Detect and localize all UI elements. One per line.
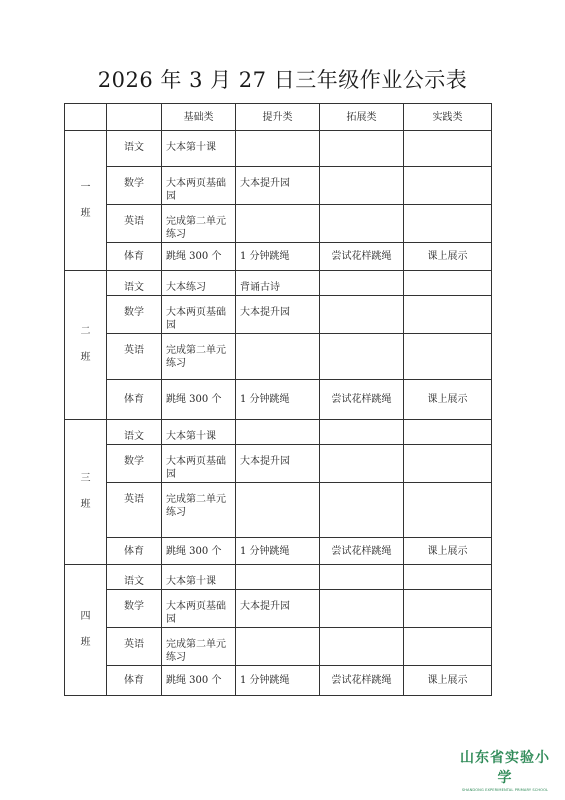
- subject-cell: 英语: [107, 205, 162, 243]
- extend-homework-cell: [320, 483, 404, 538]
- subject-cell: 语文: [107, 131, 162, 167]
- improve-homework-cell: [236, 131, 320, 167]
- subject-cell: 语文: [107, 420, 162, 445]
- basic-homework-cell: 大本第十课: [162, 420, 236, 445]
- subject-cell: 语文: [107, 271, 162, 296]
- class-name-cell: [65, 420, 107, 565]
- class-name-top: 一: [80, 181, 91, 193]
- improve-homework-cell: [236, 483, 320, 538]
- table-row: [65, 445, 492, 483]
- basic-homework-cell: 大本第十课: [162, 565, 236, 590]
- header-cell-basic: 基础类: [162, 104, 236, 131]
- extend-homework-cell: [320, 334, 404, 380]
- improve-homework-cell: 大本提升园: [236, 590, 320, 628]
- basic-homework-cell: 大本两页基础园: [162, 445, 236, 483]
- header-cell-improve: 提升类: [236, 104, 320, 131]
- table-row: [65, 666, 492, 696]
- practice-homework-cell: [404, 445, 492, 483]
- subject-cell: 英语: [107, 628, 162, 666]
- table-row: [65, 205, 492, 243]
- improve-homework-cell: [236, 565, 320, 590]
- extend-homework-cell: [320, 167, 404, 205]
- improve-homework-cell: 大本提升园: [236, 445, 320, 483]
- class-name-top: 二: [80, 326, 91, 337]
- table-row: [65, 590, 492, 628]
- header-cell-practice: 实践类: [404, 104, 492, 131]
- basic-homework-cell: 跳绳 300 个: [162, 243, 236, 271]
- improve-homework-cell: 1 分钟跳绳: [236, 243, 320, 271]
- basic-homework-cell: 完成第二单元练习: [162, 628, 236, 666]
- subject-cell: 英语: [107, 334, 162, 380]
- class-name-bottom: 班: [80, 637, 91, 648]
- table-row: [65, 167, 492, 205]
- header-cell-subject: [107, 104, 162, 131]
- practice-homework-cell: [404, 483, 492, 538]
- extend-homework-cell: [320, 420, 404, 445]
- school-logo: [455, 747, 555, 792]
- practice-homework-cell: [404, 590, 492, 628]
- table-row: [65, 131, 492, 167]
- class-name: [81, 175, 91, 227]
- improve-homework-cell: [236, 205, 320, 243]
- header-row: [65, 104, 492, 131]
- extend-homework-cell: 尝试花样跳绳: [320, 243, 404, 271]
- practice-homework-cell: [404, 334, 492, 380]
- table-row: [65, 420, 492, 445]
- class-name-bottom: 班: [80, 352, 91, 363]
- improve-homework-cell: 1 分钟跳绳: [236, 538, 320, 565]
- improve-homework-cell: [236, 628, 320, 666]
- practice-homework-cell: [404, 205, 492, 243]
- subject-cell: 体育: [107, 666, 162, 696]
- extend-homework-cell: 尝试花样跳绳: [320, 380, 404, 420]
- practice-homework-cell: [404, 296, 492, 334]
- class-name-cell: [65, 271, 107, 420]
- table-row: [65, 271, 492, 296]
- extend-homework-cell: [320, 131, 404, 167]
- header-cell-class: [65, 104, 107, 131]
- practice-homework-cell: [404, 628, 492, 666]
- extend-homework-cell: 尝试花样跳绳: [320, 538, 404, 565]
- homework-table: [64, 103, 492, 696]
- improve-homework-cell: 1 分钟跳绳: [236, 380, 320, 420]
- table-row: [65, 296, 492, 334]
- basic-homework-cell: 大本练习: [162, 271, 236, 296]
- class-name-top: 三: [80, 473, 91, 484]
- header-cell-extend: 拓展类: [320, 104, 404, 131]
- class-name-bottom: 班: [80, 207, 91, 219]
- table-row: [65, 334, 492, 380]
- practice-homework-cell: [404, 420, 492, 445]
- subject-cell: 英语: [107, 483, 162, 538]
- improve-homework-cell: 1 分钟跳绳: [236, 666, 320, 696]
- subject-cell: 数学: [107, 296, 162, 334]
- subject-cell: 体育: [107, 243, 162, 271]
- table-row: [65, 565, 492, 590]
- subject-cell: 数学: [107, 167, 162, 205]
- extend-homework-cell: [320, 628, 404, 666]
- subject-cell: 体育: [107, 380, 162, 420]
- improve-homework-cell: [236, 334, 320, 380]
- improve-homework-cell: 大本提升园: [236, 167, 320, 205]
- extend-homework-cell: [320, 271, 404, 296]
- extend-homework-cell: [320, 205, 404, 243]
- table-row: [65, 628, 492, 666]
- extend-homework-cell: [320, 445, 404, 483]
- basic-homework-cell: 跳绳 300 个: [162, 380, 236, 420]
- class-name-cell: [65, 565, 107, 696]
- improve-homework-cell: [236, 420, 320, 445]
- class-name-cell: [65, 131, 107, 271]
- basic-homework-cell: 大本两页基础园: [162, 296, 236, 334]
- practice-homework-cell: 课上展示: [404, 243, 492, 271]
- practice-homework-cell: [404, 131, 492, 167]
- table-row: [65, 380, 492, 420]
- school-logo-subtitle: SHANDONG EXPERIMENTAL PRIMARY SCHOOL: [461, 788, 549, 792]
- extend-homework-cell: [320, 590, 404, 628]
- class-name-bottom: 班: [80, 499, 91, 510]
- extend-homework-cell: [320, 296, 404, 334]
- practice-homework-cell: 课上展示: [404, 380, 492, 420]
- class-name-top: 四: [80, 611, 91, 622]
- class-name: [81, 466, 91, 518]
- subject-cell: 数学: [107, 590, 162, 628]
- table-row: [65, 483, 492, 538]
- table-row: [65, 243, 492, 271]
- subject-cell: 数学: [107, 445, 162, 483]
- page-title: 2026 年 3 月 27 日三年级作业公示表: [97, 68, 468, 92]
- basic-homework-cell: 完成第二单元练习: [162, 334, 236, 380]
- class-name: [81, 604, 91, 656]
- practice-homework-cell: [404, 167, 492, 205]
- subject-cell: 体育: [107, 538, 162, 565]
- practice-homework-cell: 课上展示: [404, 666, 492, 696]
- basic-homework-cell: 完成第二单元练习: [162, 483, 236, 538]
- class-name: [81, 319, 91, 371]
- improve-homework-cell: 大本提升园: [236, 296, 320, 334]
- practice-homework-cell: [404, 565, 492, 590]
- practice-homework-cell: 课上展示: [404, 538, 492, 565]
- extend-homework-cell: [320, 565, 404, 590]
- improve-homework-cell: 背诵古诗: [236, 271, 320, 296]
- table-row: [65, 538, 492, 565]
- basic-homework-cell: 跳绳 300 个: [162, 666, 236, 696]
- basic-homework-cell: 大本两页基础园: [162, 167, 236, 205]
- subject-cell: 语文: [107, 565, 162, 590]
- basic-homework-cell: 大本第十课: [162, 131, 236, 167]
- school-logo-name: 山东省实验小学: [460, 750, 550, 786]
- basic-homework-cell: 完成第二单元练习: [162, 205, 236, 243]
- extend-homework-cell: 尝试花样跳绳: [320, 666, 404, 696]
- basic-homework-cell: 跳绳 300 个: [162, 538, 236, 565]
- basic-homework-cell: 大本两页基础园: [162, 590, 236, 628]
- practice-homework-cell: [404, 271, 492, 296]
